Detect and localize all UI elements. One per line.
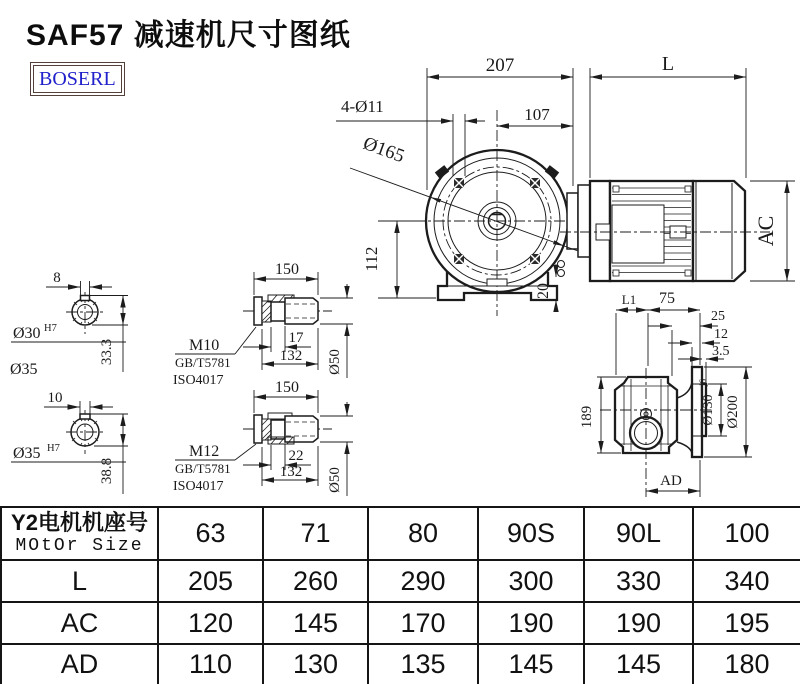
front-view: [414, 110, 583, 316]
dim-L1: L1: [621, 292, 637, 307]
label-bore35: Ø35: [13, 445, 41, 462]
cell-L-2: 290: [368, 560, 478, 602]
cell-L-5: 340: [693, 560, 800, 602]
bushing-b: [173, 379, 353, 496]
cell-AC-5: 195: [693, 602, 800, 644]
dim-150-b: 150: [275, 379, 299, 396]
brand-logo-text: BOSERL: [39, 68, 116, 90]
lug-right: [545, 165, 559, 179]
dim-38-8: 38.8: [99, 457, 115, 485]
dim-207: 207: [485, 55, 515, 76]
col-90L: 90L: [584, 507, 693, 560]
dim-dia200: Ø200: [725, 395, 741, 429]
cell-L-0: 205: [158, 560, 263, 602]
dim-132-a: 132: [279, 348, 303, 364]
dim-22: 22: [288, 448, 304, 464]
cell-AD-5: 180: [693, 644, 800, 684]
side-view: [579, 290, 752, 497]
col-90S: 90S: [478, 507, 584, 560]
table-row-AC: [1, 602, 800, 644]
label-bore30: Ø30: [13, 325, 41, 342]
bushing-a: [173, 261, 353, 388]
motor-size-header-en: MOtOr Size: [15, 536, 144, 556]
cell-L-4: 330: [584, 560, 693, 602]
cell-AD-1: 130: [263, 644, 368, 684]
table-header-row: [1, 507, 800, 560]
label-bore35-tol: H7: [47, 443, 60, 454]
shaft-section-b: [11, 390, 128, 494]
dim-12: 12: [714, 327, 728, 342]
dim-L: L: [661, 53, 675, 75]
dim-dia165: Ø165: [360, 132, 408, 168]
label-m12: M12: [189, 443, 220, 460]
lug-left: [435, 165, 449, 179]
dim-dia130-tol: j6: [698, 378, 708, 386]
cell-AD-4: 145: [584, 644, 693, 684]
dim-33-3: 33.3: [99, 338, 115, 366]
dimension-table: [0, 506, 800, 684]
dim-AD: AD: [660, 473, 682, 489]
col-100: 100: [693, 507, 800, 560]
cell-AC-4: 190: [584, 602, 693, 644]
row-label-AD: AD: [1, 644, 158, 684]
cell-AD-0: 110: [158, 644, 263, 684]
row-label-AC: AC: [1, 602, 158, 644]
label-std1-b: GB/T5781: [175, 461, 231, 476]
cell-AD-2: 135: [368, 644, 478, 684]
motor-view: [558, 181, 771, 281]
motor-stator: [612, 205, 664, 263]
dim-key10: 10: [47, 390, 63, 406]
table-row-AD: [1, 644, 800, 684]
dim-key8: 8: [53, 270, 61, 286]
dim-dia50-b: Ø50: [327, 467, 343, 493]
dim-dia130: Ø130: [701, 394, 716, 426]
dim-3-5: 3.5: [712, 344, 730, 359]
cell-L-3: 300: [478, 560, 584, 602]
dim-dia50-a: Ø50: [327, 349, 343, 375]
brand-logo: [30, 62, 125, 96]
page-title: SAF57 减速机尺寸图纸: [26, 19, 351, 52]
label-m10: M10: [189, 337, 220, 354]
cell-AC-1: 145: [263, 602, 368, 644]
dim-AC: AC: [753, 215, 778, 247]
cell-AD-3: 145: [478, 644, 584, 684]
col-80: 80: [368, 507, 478, 560]
cell-AC-3: 190: [478, 602, 584, 644]
dim-20: 20: [535, 283, 552, 299]
label-std2-b: ISO4017: [173, 479, 224, 494]
table-row-L: [1, 560, 800, 602]
cell-AC-2: 170: [368, 602, 478, 644]
dim-112: 112: [362, 246, 381, 272]
dim-75: 75: [659, 290, 675, 307]
motor-size-header-cell: [1, 507, 158, 560]
row-label-L: L: [1, 560, 158, 602]
cell-L-1: 260: [263, 560, 368, 602]
dim-17: 17: [288, 330, 304, 346]
col-63: 63: [158, 507, 263, 560]
shaft-section-a: [10, 270, 128, 378]
label-dia35: Ø35: [10, 361, 38, 378]
dim-25: 25: [711, 309, 725, 324]
dim-bolt-callout: 4-Ø11: [341, 97, 384, 116]
cell-AC-0: 120: [158, 602, 263, 644]
label-std1-a: GB/T5781: [175, 355, 231, 370]
dim-132-b: 132: [279, 464, 303, 480]
dim-107: 107: [524, 105, 550, 124]
fan-cover: [693, 181, 745, 281]
dim-189: 189: [579, 405, 595, 429]
col-71: 71: [263, 507, 368, 560]
label-bore30-tol: H7: [44, 323, 57, 334]
label-std2-a: ISO4017: [173, 373, 224, 388]
motor-size-header-cn: Y2电机机座号: [11, 510, 148, 535]
dim-150-a: 150: [275, 261, 299, 278]
